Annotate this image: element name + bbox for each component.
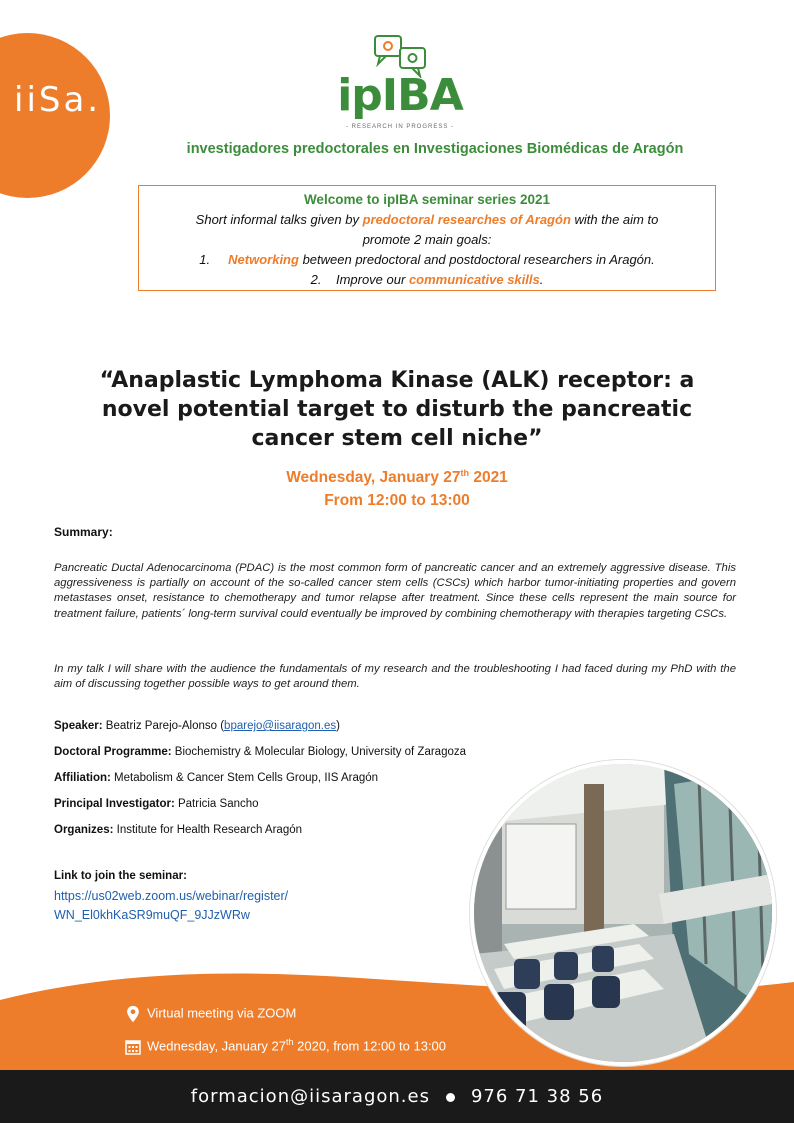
link-heading: Link to join the seminar: bbox=[54, 870, 187, 882]
goal-1-number: 1. bbox=[199, 252, 211, 267]
talk-title-line-1: “Anaplastic Lymphoma Kinase (ALK) receptor: a bbox=[99, 368, 695, 393]
principal-investigator-line bbox=[54, 798, 259, 810]
talk-date bbox=[0, 468, 794, 487]
welcome-intro-line bbox=[139, 210, 715, 230]
welcome-goal-2 bbox=[139, 270, 715, 290]
goal-2-number: 2. bbox=[310, 272, 322, 287]
programme-line bbox=[54, 746, 466, 758]
footer-phone[interactable]: 976 71 38 56 bbox=[470, 1086, 604, 1107]
footer-email[interactable]: formacion@iisaragon.es bbox=[190, 1086, 430, 1107]
organizes-line bbox=[54, 824, 302, 836]
classroom-photo-illustration bbox=[474, 764, 772, 1062]
talk-time: From 12:00 to 13:00 bbox=[324, 492, 470, 509]
info-location-text: Virtual meeting via ZOOM bbox=[147, 1005, 297, 1021]
map-pin-icon bbox=[125, 1005, 141, 1023]
pi-value: Patricia Sancho bbox=[174, 798, 259, 810]
welcome-title: Welcome to ipIBA seminar series 2021 bbox=[303, 192, 551, 207]
info-datetime-sup: th bbox=[286, 1037, 294, 1047]
goal-1-highlight: Networking bbox=[228, 252, 299, 267]
summary-paragraph-1: Pancreatic Ductal Adenocarcinoma (PDAC) is the most common form of pancreatic cancer and an extremely aggressive disease. This aggressiveness is partially on account of the so-called cancer stem cells (CSCs) which harbor tumor-initiating properties and govern metastases onset, resistance to chemotherapy and tumor relapse after treatment. Since these cells represent the main source for treatment failure, patients´ long-term survival could eventually be improved by combining chemotherapy with therapies targeting CSCs. bbox=[54, 562, 736, 620]
goal-2-text: Improve our bbox=[335, 272, 409, 287]
ipiba-logo: ipIBA bbox=[337, 70, 463, 121]
goal-2-highlight: communicative skills bbox=[408, 272, 540, 287]
speaker-close: ) bbox=[336, 720, 340, 732]
classroom-photo bbox=[470, 760, 776, 1066]
affiliation-line bbox=[54, 772, 378, 784]
pi-label: Principal Investigator: bbox=[54, 798, 175, 810]
ipiba-subtitle: investigadores predoctorales en Investigaciones Biomédicas de Aragón bbox=[186, 141, 684, 157]
programme-label: Doctoral Programme: bbox=[54, 746, 172, 758]
goal-2-end: . bbox=[539, 272, 544, 287]
speaker-label: Speaker: bbox=[54, 720, 103, 732]
affiliation-value: Metabolism & Cancer Stem Cells Group, IIS Aragón bbox=[110, 772, 379, 784]
speaker-value: Beatriz Parejo-Alonso ( bbox=[102, 720, 225, 732]
talk-title-line-2: novel potential target to disturb the pancreatic bbox=[101, 397, 693, 422]
ipiba-tagline: - RESEARCH IN PROGRESS - bbox=[345, 124, 454, 130]
footer-bar bbox=[0, 1070, 794, 1123]
seminar-link-line-1[interactable]: https://us02web.zoom.us/webinar/register/ bbox=[54, 889, 289, 903]
seminar-link-line-2[interactable]: WN_El0khKaSR9muQF_9JJzWRw bbox=[54, 908, 250, 922]
info-datetime-text: Wednesday, January 27 bbox=[147, 1038, 286, 1054]
talk-date-sup: th bbox=[460, 468, 470, 478]
organizes-value: Institute for Health Research Aragón bbox=[113, 824, 303, 836]
summary-heading: Summary: bbox=[54, 525, 113, 539]
info-location bbox=[125, 1005, 296, 1023]
calendar-icon bbox=[125, 1039, 141, 1055]
organizes-label: Organizes: bbox=[54, 824, 114, 836]
welcome-intro-end: with the aim to bbox=[570, 212, 659, 227]
summary-paragraph-2: In my talk I will share with the audience the fundamentals of my research and the troubleshooting I had faced during my PhD with the aim of discussing together possible ways to get around them. bbox=[54, 663, 736, 691]
affiliation-label: Affiliation: bbox=[54, 772, 111, 784]
speaker-email-link[interactable]: bparejo@iisaragon.es bbox=[224, 720, 337, 732]
goal-1-text: between predoctoral and postdoctoral researchers in Aragón. bbox=[298, 252, 655, 267]
footer-separator-dot bbox=[446, 1093, 455, 1102]
welcome-goals-intro: promote 2 main goals: bbox=[362, 232, 492, 247]
talk-title-line-3: cancer stem cell niche” bbox=[251, 426, 543, 451]
info-datetime bbox=[125, 1037, 446, 1055]
seminar-link[interactable] bbox=[54, 887, 354, 925]
welcome-intro-highlight: predoctoral researches of Aragón bbox=[362, 212, 571, 227]
info-datetime-rest: 2020, from 12:00 to 13:00 bbox=[293, 1038, 447, 1054]
speaker-line bbox=[54, 720, 340, 732]
welcome-intro-text: Short informal talks given by bbox=[195, 212, 363, 227]
iis-logo-text: iiSa. bbox=[14, 80, 102, 120]
welcome-goal-1 bbox=[139, 250, 715, 270]
talk-date-year: 2021 bbox=[469, 469, 508, 487]
programme-value: Biochemistry & Molecular Biology, University of Zaragoza bbox=[171, 746, 467, 758]
talk-title bbox=[60, 366, 734, 453]
talk-date-text: Wednesday, January 27 bbox=[286, 469, 461, 487]
welcome-box bbox=[138, 185, 716, 291]
